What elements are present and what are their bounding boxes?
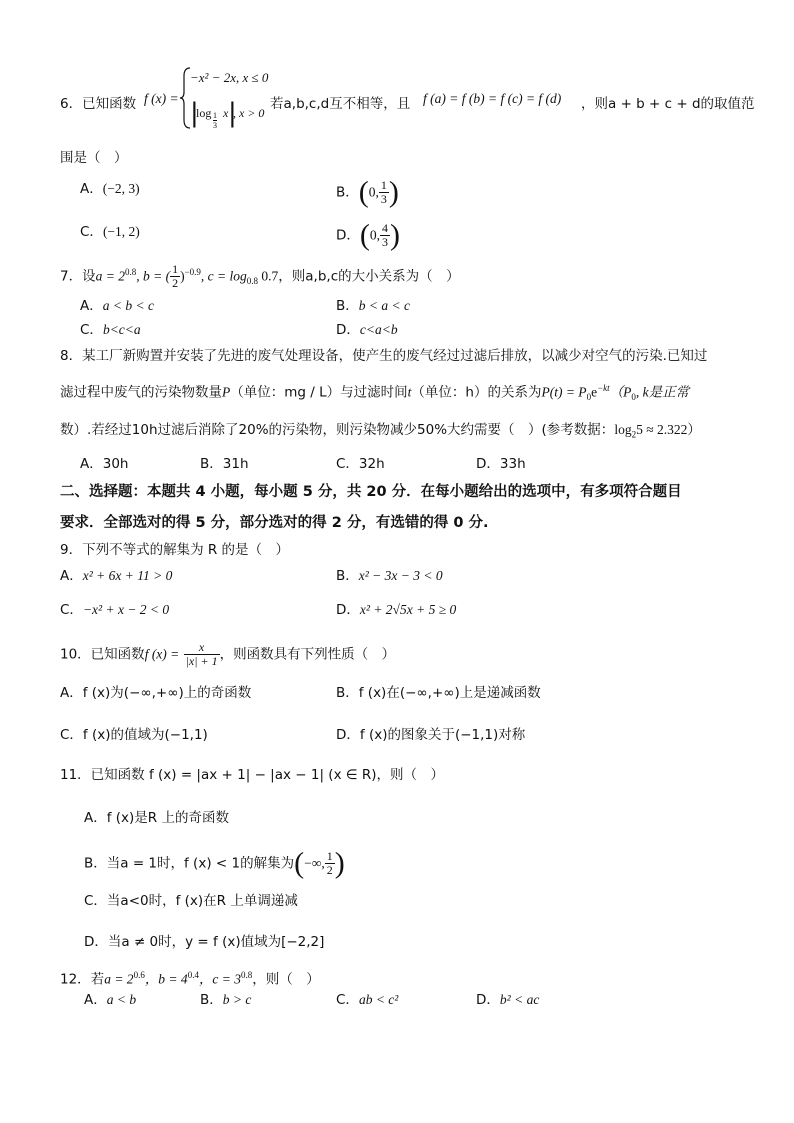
section-2-line-2: 要求．全部选对的得 5 分，部分选对的得 2 分，有选错的得 0 分. (60, 515, 489, 531)
q12-option-c: C．ab < c² (336, 992, 399, 1008)
q11-option-d: D．当a ≠ 0时，y = f (x)值域为[−2,2] (84, 934, 325, 950)
q12-option-a: A．a < b (84, 992, 137, 1008)
q6-piece-2-base: 1 3 (213, 111, 217, 130)
q6-option-a: A．(−2, 3) (80, 181, 140, 197)
q8-option-d: D．33h (476, 456, 526, 472)
abs-bar-right: | (228, 98, 237, 128)
q8-option-a: A．30h (80, 456, 129, 472)
section-2-line-1: 二、选择题：本题共 4 小题，每小题 5 分，共 20 分．在每小题给出的选项中，有多项符合题目 (60, 484, 682, 500)
q6-stem-2: 围是（ ） (60, 150, 128, 166)
q8-stem-3: 数）.若经过10h过滤后消除了20%的污染物，则污染物减少50%大约需要（ ）(参考数据：$\log_25 \approx 2.322$） (60, 422, 701, 440)
q6-middle: 若a,b,c,d互不相等，且 (270, 96, 411, 112)
q7-option-b: B．b < a < c (336, 298, 410, 314)
q11-stem: 11．已知函数 f (x) = |ax + 1| − |ax − 1| (x ∈ R)，则（ ） (60, 767, 445, 783)
q9-option-a: A．x² + 6x + 11 > 0 (60, 568, 173, 584)
q9-option-b: B．x² − 3x − 3 < 0 (336, 568, 443, 584)
q12-option-d: D．b² < ac (476, 992, 540, 1008)
q6-option-d: D．(0, $\frac{4}{3}$ ) (336, 218, 401, 252)
q7-option-a: A．a < b < c (80, 298, 154, 314)
q8-stem-2: 滤过程中废气的污染物数量P（单位：mg / L）与过滤时间t（单位：h）的关系为$P(t) = P_0e^{-kt}(P_0$, k是正常 (60, 383, 690, 403)
abs-bar-left: | (190, 98, 199, 128)
q11-option-a: A．f (x)是R 上的奇函数 (84, 810, 229, 826)
q6-option-b: B．(0, $\frac{1}{3}$ ) (336, 175, 399, 209)
q6-piece-2-log: log (196, 106, 212, 120)
q9-option-c: C．−x² + x − 2 < 0 (60, 602, 170, 618)
q6-fx: f (x) = (144, 91, 179, 106)
q12-stem: 12．若$a = 2^{0.6}$，$b = 4^{0.4}$，$c = 3^{0.8}$，则（ ） (60, 970, 320, 988)
q10-option-d: D．f (x)的图象关于(−1,1)对称 (336, 727, 526, 743)
q7-stem: 7．设$a = 2^{0.8}$, b = ( $\frac{1}{2}$ )$^{-0.9}$, $c = \log_{0.8} 0.7$，则a,b,c的大小关系为（ ） (60, 262, 460, 290)
q11-option-c: C．当a<0时，f (x)在R 上单调递减 (84, 893, 298, 909)
q10-option-c: C．f (x)的值域为(−1,1) (60, 727, 208, 743)
q7-option-d: D．c<a<b (336, 322, 398, 338)
q6-piece-2-x: x (223, 106, 229, 120)
q6-piece-2-cond: , x > 0 (233, 106, 265, 120)
q8-option-c: C．32h (336, 456, 385, 472)
q7-option-c: C．b<c<a (80, 322, 141, 338)
q9-option-d: D．x² + 2√5x + 5 ≥ 0 (336, 602, 457, 618)
q8-stem-1: 8．某工厂新购置并安装了先进的废气处理设备，使产生的废气经过过滤后排放，以减少对空气的污染.已知过 (60, 348, 708, 364)
q12-option-b: B．b > c (200, 992, 252, 1008)
q9-stem: 9．下列不等式的解集为 R 的是（ ） (60, 542, 290, 558)
q6-number: 6．已知函数 (60, 96, 137, 112)
q6-piece-1: −x² − 2x, x ≤ 0 (190, 70, 269, 85)
q8-option-b: B．31h (200, 456, 249, 472)
q6-tail: ，则a + b + c + d的取值范 (581, 96, 755, 112)
q10-stem: 10．已知函数f (x) = $\frac{x}{|x| + 1}$ ，则函数具有下列性质（ ） (60, 640, 396, 668)
q11-option-b: B．当a = 1时，f (x) < 1的解集为(−∞, $\frac{1}{2}$ ) (84, 846, 345, 880)
q10-option-a: A．f (x)为(−∞,+∞)上的奇函数 (60, 685, 252, 701)
q6-option-c: C．(−1, 2) (80, 224, 140, 240)
q6-piecewise (180, 66, 280, 130)
q10-option-b: B．f (x)在(−∞,+∞)上是递减函数 (336, 685, 541, 701)
q6-condition: f (a) = f (b) = f (c) = f (d) (423, 91, 562, 106)
